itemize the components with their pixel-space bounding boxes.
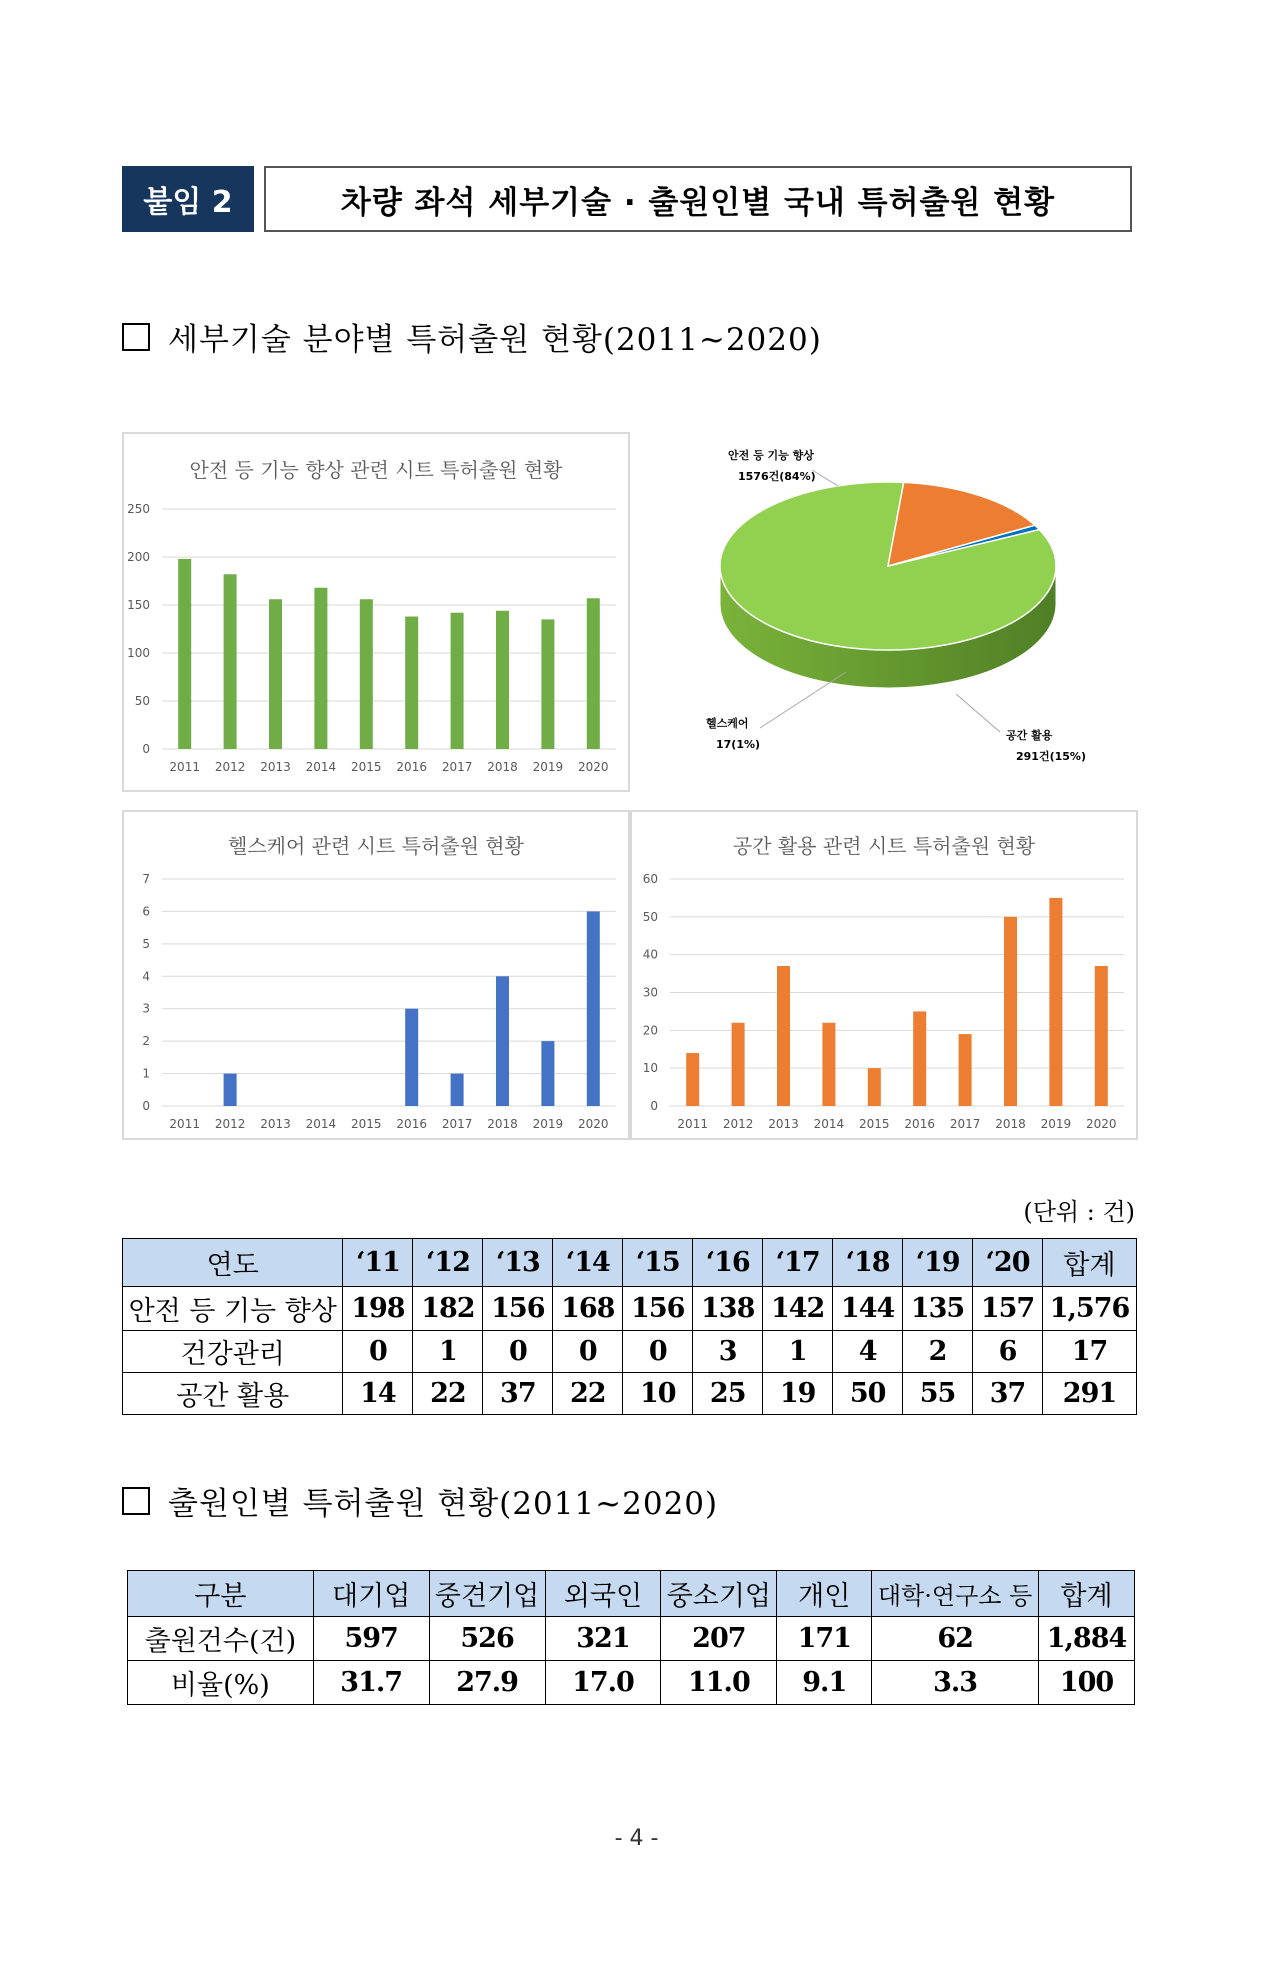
table-cell: 135: [903, 1287, 973, 1331]
table-cell: 198: [343, 1287, 413, 1331]
table-cell: 17: [1042, 1331, 1136, 1373]
pie-label: 공간 활용: [1006, 729, 1053, 742]
table-cell: 22: [553, 1373, 623, 1415]
x-tick-label: 2019: [532, 1117, 564, 1131]
attachment-tag: 붙임 2: [122, 166, 254, 232]
bar: [451, 1074, 464, 1106]
chart-space-plot: [632, 812, 1136, 1138]
checkbox-icon: [122, 1487, 150, 1515]
table-cell: 100: [1038, 1661, 1134, 1705]
table-cell: 207: [661, 1617, 777, 1661]
table-cell: 19: [763, 1373, 833, 1415]
x-tick-label: 2011: [169, 1117, 200, 1131]
pie-label: 안전 등 기능 향상: [728, 449, 814, 462]
table-cell: 62: [872, 1617, 1039, 1661]
table-cell: 10: [623, 1373, 693, 1415]
header-cell: 중견기업: [429, 1571, 545, 1617]
table-cell: 11.0: [661, 1661, 777, 1705]
x-tick-label: 2019: [532, 760, 564, 774]
x-tick-label: 2016: [904, 1117, 935, 1131]
x-tick-label: 2014: [305, 760, 337, 774]
table-cell: 291: [1042, 1373, 1136, 1415]
x-tick-label: 2014: [305, 1117, 337, 1131]
x-tick-label: 2017: [441, 1117, 473, 1131]
x-tick-label: 2013: [768, 1117, 799, 1131]
section-heading-2-text: 출원인별 특허출원 현황(2011~2020): [168, 1486, 719, 1522]
table-cell: 1: [763, 1331, 833, 1373]
table-cell: 3: [693, 1331, 763, 1373]
table-cell: 37: [483, 1373, 553, 1415]
header-cell: 연도: [123, 1239, 343, 1287]
y-tick-label: 2: [142, 1034, 150, 1049]
y-tick-label: 0: [142, 742, 150, 756]
header-cell: 외국인: [545, 1571, 661, 1617]
leader-line: [956, 694, 1000, 732]
section-heading-1-text: 세부기술 분야별 특허출원 현황(2011~2020): [168, 322, 822, 358]
y-tick-label: 50: [642, 909, 658, 924]
x-tick-label: 2011: [169, 760, 200, 774]
x-tick-label: 2018: [487, 760, 518, 774]
header-cell: ‘13: [483, 1239, 553, 1287]
chart-healthcare-plot: [124, 812, 628, 1138]
table-cell: 0: [483, 1331, 553, 1373]
table-cell: 1: [413, 1331, 483, 1373]
row-label: 공간 활용: [123, 1373, 343, 1415]
bar: [496, 976, 509, 1106]
section-heading-2: [122, 1478, 718, 1523]
checkbox-icon: [122, 323, 150, 351]
table-cell: 144: [833, 1287, 903, 1331]
table-cell: 1,884: [1038, 1617, 1134, 1661]
table-cell: 0: [343, 1331, 413, 1373]
y-tick-label: 0: [650, 1099, 658, 1113]
table-cell: 142: [763, 1287, 833, 1331]
table-cell: 9.1: [777, 1661, 872, 1705]
table-row: [128, 1617, 1135, 1661]
header-cell: ‘16: [693, 1239, 763, 1287]
pie-label: 헬스케어: [706, 717, 749, 730]
table-cell: 597: [313, 1617, 429, 1661]
bar: [178, 559, 191, 749]
header-cell: ‘15: [623, 1239, 693, 1287]
table-cell: 156: [623, 1287, 693, 1331]
x-tick-label: 2020: [578, 1117, 609, 1131]
x-tick-label: 2015: [351, 1117, 382, 1131]
x-tick-label: 2018: [995, 1117, 1026, 1131]
bar: [1004, 917, 1017, 1106]
bar: [541, 619, 554, 749]
chart-space-title: 공간 활용 관련 시트 특허출원 현황: [732, 834, 1036, 858]
header-cell: ‘17: [763, 1239, 833, 1287]
x-tick-label: 2012: [214, 760, 246, 774]
y-tick-label: 250: [127, 502, 150, 516]
table-by-field: [122, 1238, 1137, 1415]
table-header-row: [123, 1239, 1137, 1287]
bar: [224, 574, 237, 749]
header-cell: ‘12: [413, 1239, 483, 1287]
table-cell: 37: [973, 1373, 1043, 1415]
bar: [686, 1053, 699, 1106]
table-cell: 526: [429, 1617, 545, 1661]
y-tick-label: 60: [642, 872, 658, 886]
x-tick-label: 2016: [396, 1117, 427, 1131]
table-cell: 17.0: [545, 1661, 661, 1705]
y-tick-label: 5: [142, 936, 150, 951]
section-heading-1: [122, 314, 822, 359]
bar: [777, 966, 790, 1106]
table-cell: 171: [777, 1617, 872, 1661]
bar: [959, 1034, 972, 1106]
unit-note: (단위 : 건): [1023, 1198, 1135, 1226]
y-tick-label: 6: [142, 904, 150, 919]
x-tick-label: 2019: [1040, 1117, 1072, 1131]
header-cell: 개인: [777, 1571, 872, 1617]
header-cell: 합계: [1042, 1239, 1136, 1287]
x-tick-label: 2012: [214, 1117, 246, 1131]
header-cell: ‘20: [973, 1239, 1043, 1287]
y-tick-label: 150: [127, 598, 150, 612]
table-cell: 321: [545, 1617, 661, 1661]
table-cell: 2: [903, 1331, 973, 1373]
row-label: 안전 등 기능 향상: [123, 1287, 343, 1331]
table-cell: 1,576: [1042, 1287, 1136, 1331]
y-tick-label: 4: [142, 969, 150, 984]
pie-value-label: 1576건(84%): [738, 470, 816, 483]
y-tick-label: 100: [127, 646, 150, 660]
table-by-applicant: [127, 1570, 1135, 1705]
bar: [360, 599, 373, 749]
table-cell: 138: [693, 1287, 763, 1331]
row-label: 비율(%): [128, 1661, 314, 1705]
x-tick-label: 2011: [677, 1117, 708, 1131]
bar: [822, 1023, 835, 1106]
document-title: 차량 좌석 세부기술 · 출원인별 국내 특허출원 현황: [264, 166, 1132, 232]
table-cell: 22: [413, 1373, 483, 1415]
x-tick-label: 2015: [859, 1117, 890, 1131]
chart-safety-plot: [124, 434, 628, 790]
bar: [587, 911, 600, 1106]
table-row: [123, 1373, 1137, 1415]
bar: [405, 1009, 418, 1106]
pie-value-label: 17(1%): [716, 738, 761, 751]
table-cell: 55: [903, 1373, 973, 1415]
y-tick-label: 50: [134, 694, 150, 708]
x-tick-label: 2014: [813, 1117, 845, 1131]
chart-pie: [660, 432, 1110, 792]
header-cell: ‘11: [343, 1239, 413, 1287]
table-cell: 3.3: [872, 1661, 1039, 1705]
table-cell: 27.9: [429, 1661, 545, 1705]
table-row: [123, 1331, 1137, 1373]
x-tick-label: 2018: [487, 1117, 518, 1131]
table-cell: 6: [973, 1331, 1043, 1373]
x-tick-label: 2020: [578, 760, 609, 774]
chart-pie-plot: [660, 432, 1110, 792]
row-label: 건강관리: [123, 1331, 343, 1373]
table-cell: 31.7: [313, 1661, 429, 1705]
bar: [868, 1068, 881, 1106]
header-cell: ‘19: [903, 1239, 973, 1287]
y-tick-label: 200: [127, 550, 150, 564]
y-tick-label: 30: [642, 985, 658, 1000]
x-tick-label: 2017: [949, 1117, 981, 1131]
table-header-row: [128, 1571, 1135, 1617]
header-cell: ‘14: [553, 1239, 623, 1287]
y-tick-label: 7: [142, 872, 150, 886]
bar: [269, 599, 282, 749]
chart-safety-title: 안전 등 기능 향상 관련 시트 특허출원 현황: [189, 458, 563, 482]
table-row: [123, 1287, 1137, 1331]
row-label: 출원건수(건): [128, 1617, 314, 1661]
x-tick-label: 2017: [441, 760, 473, 774]
y-tick-label: 40: [642, 947, 658, 962]
table-cell: 157: [973, 1287, 1043, 1331]
bar: [1049, 898, 1062, 1106]
header-cell: 구분: [128, 1571, 314, 1617]
header-cell: 중소기업: [661, 1571, 777, 1617]
bar: [541, 1041, 554, 1106]
bar: [451, 613, 464, 749]
x-tick-label: 2013: [260, 760, 291, 774]
table-cell: 4: [833, 1331, 903, 1373]
bar: [314, 588, 327, 749]
page-number: - 4 -: [614, 1826, 659, 1851]
bar: [732, 1023, 745, 1106]
y-tick-label: 10: [642, 1061, 658, 1076]
bar: [1095, 966, 1108, 1106]
table-row: [128, 1661, 1135, 1705]
header-cell: ‘18: [833, 1239, 903, 1287]
chart-healthcare: [122, 810, 630, 1140]
x-tick-label: 2016: [396, 760, 427, 774]
x-tick-label: 2020: [1086, 1117, 1117, 1131]
bar: [587, 598, 600, 749]
y-tick-label: 0: [142, 1099, 150, 1113]
bar: [224, 1074, 237, 1106]
x-tick-label: 2015: [351, 760, 382, 774]
leader-line: [812, 470, 838, 486]
table-cell: 14: [343, 1373, 413, 1415]
header-cell: 대기업: [313, 1571, 429, 1617]
chart-healthcare-title: 헬스케어 관련 시트 특허출원 현황: [228, 834, 524, 858]
header-cell: 합계: [1038, 1571, 1134, 1617]
pie-value-label: 291건(15%): [1016, 750, 1086, 763]
table-cell: 156: [483, 1287, 553, 1331]
y-tick-label: 20: [642, 1023, 658, 1038]
x-tick-label: 2013: [260, 1117, 291, 1131]
chart-safety: [122, 432, 630, 792]
table-cell: 50: [833, 1373, 903, 1415]
bar: [913, 1011, 926, 1106]
table-cell: 25: [693, 1373, 763, 1415]
table-cell: 168: [553, 1287, 623, 1331]
header-cell: 대학·연구소 등: [872, 1571, 1039, 1617]
bar: [405, 617, 418, 749]
table-cell: 0: [623, 1331, 693, 1373]
chart-space: [630, 810, 1138, 1140]
y-tick-label: 3: [142, 1001, 150, 1016]
table-cell: 0: [553, 1331, 623, 1373]
leader-line: [760, 672, 846, 728]
x-tick-label: 2012: [722, 1117, 754, 1131]
bar: [496, 611, 509, 749]
table-cell: 182: [413, 1287, 483, 1331]
y-tick-label: 1: [142, 1066, 150, 1081]
